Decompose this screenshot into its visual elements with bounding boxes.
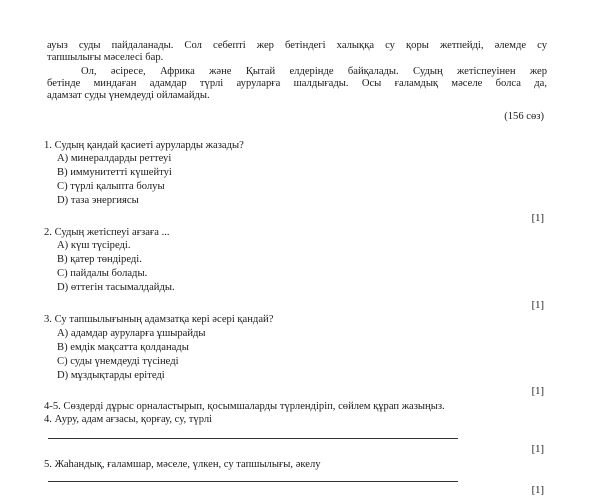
task-5-prompt: 5. Жаһандық, ғаламшар, мәселе, үлкен, су тапшылығы, әкелу <box>44 459 321 470</box>
question-1-mark: [1] <box>531 213 544 224</box>
question-3-option-c: C) суды үнемдеуді түсінеді <box>57 356 179 367</box>
question-2-option-d: D) өттегін тасымалдайды. <box>57 282 175 293</box>
task-4-prompt: 4. Ауру, адам ағзасы, қорғау, су, түрлі <box>44 414 213 425</box>
question-3-option-a: A) адамдар ауруларға ұшырайды <box>57 328 206 339</box>
passage-line: Ол, әсіресе, Африка және Қытай елдерінде байқалады. Судың жетіспеуінен жер <box>81 66 547 77</box>
question-3-mark: [1] <box>531 386 544 397</box>
question-2-option-c: C) пайдалы болады. <box>57 268 148 279</box>
question-3-option-b: B) емдік мақсатта қолданады <box>57 342 189 353</box>
passage-line: тапшылығы мәселесі бар. <box>47 52 164 64</box>
question-2-option-a: A) күш түсіреді. <box>57 240 131 251</box>
passage-paragraph-1 <box>47 40 547 64</box>
question-1-text: 1. Судың қандай қасиеті ауруларды жазады? <box>44 140 244 151</box>
question-1-option-c: C) түрлі қалыпта болуы <box>57 181 165 192</box>
question-1-option-a: A) минералдарды реттеуі <box>57 153 172 164</box>
task-5-mark: [1] <box>531 485 544 496</box>
question-1-option-b: B) иммунитетті күшейтуі <box>57 167 172 178</box>
passage-paragraph-2 <box>47 66 547 103</box>
question-3-option-d: D) мұздықтарды ерітеді <box>57 370 165 381</box>
task-4-5-instruction: 4-5. Сөздерді дұрыс орналастырып, қосымшаларды түрлендіріп, сөйлем құрап жазыңыз. <box>44 401 445 412</box>
passage-line: адамзат суды үнемдеуді ойламайды. <box>47 90 210 102</box>
question-2-option-b: B) қатер төндіреді. <box>57 254 142 265</box>
task-4-answer-line[interactable] <box>48 438 458 439</box>
passage-line: ауыз суды пайдаланады. Сол себепті жер бетіндегі халыққа су қоры жетпейді, әлемде су <box>47 40 547 51</box>
task-5-answer-line[interactable] <box>48 481 458 482</box>
question-2-mark: [1] <box>531 300 544 311</box>
passage-line: бетінде миндаған адамдар түрлі ауруларға шалдығады. Осы ғаламдық мәселе болса да, <box>47 78 547 90</box>
word-count: (156 сөз) <box>504 111 544 122</box>
question-1-option-d: D) таза энергиясы <box>57 195 139 206</box>
question-3-text: 3. Су тапшылығының адамзатқа кері әсері қандай? <box>44 314 274 325</box>
question-2-text: 2. Судың жетіспеуі ағзаға ... <box>44 227 170 238</box>
task-4-mark: [1] <box>531 444 544 455</box>
